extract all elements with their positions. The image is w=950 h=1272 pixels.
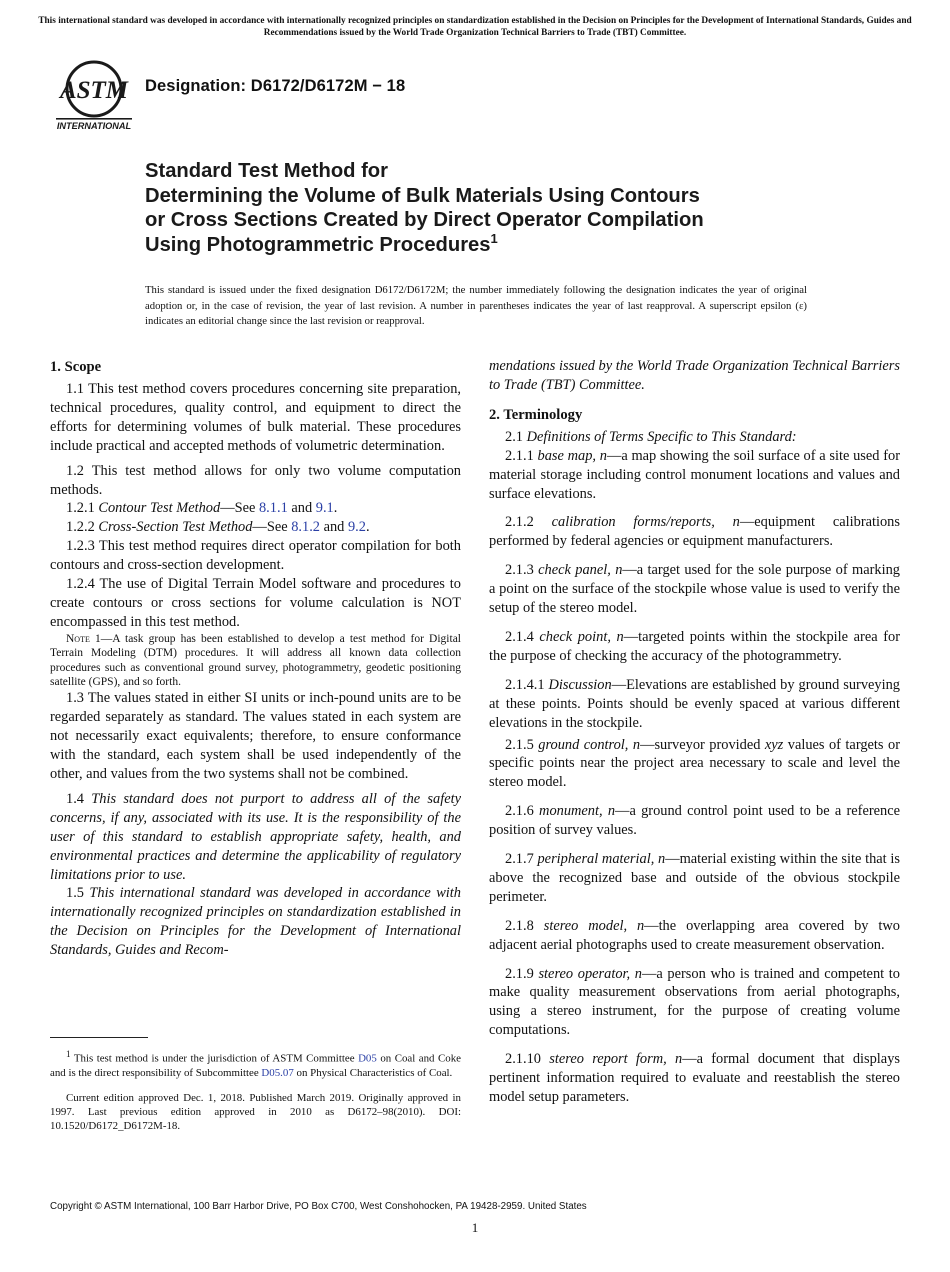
paragraph-1-4: 1.4 This standard does not purport to address all of the safety concerns, if any, associated with its use. It is the responsibility of the user of this standard to establish appropriate safety, health, and environmental practices and determine the applicability of regulatory limitations prior to use. [50, 790, 461, 883]
paragraph-1-2: 1.2 This test method allows for only two volume computation methods. [50, 462, 461, 498]
ref-link[interactable]: 9.1 [315, 500, 334, 517]
title-line-1: Standard Test Method for [145, 160, 388, 182]
page-number: 1 [471, 1220, 479, 1235]
logo-subtext: INTERNATIONAL [56, 121, 132, 131]
title-line-2: Determining the Volume of Bulk Materials Using Contours [145, 184, 700, 207]
logo-text: ASTM [59, 77, 129, 104]
scope-heading: 1. Scope [50, 359, 102, 375]
footnote-1: $^1$ This test method is under the jurisdiction of ASTM Committee D05 on Coal and Coke and is the direct responsibility of Subcommittee D05.07 on Physical Characteristics of Coal. [50, 1049, 461, 1079]
astm-logo [52, 55, 136, 133]
paragraph-1-2-4: 1.2.4 The use of Digital Terrain Model software and procedures to create contours or cross sections for volume calculation is NOT encompassed in this test method. [50, 576, 461, 630]
title-footnote-mark: 1 [490, 230, 498, 246]
left-column [50, 357, 461, 960]
definition-2-1-6: 2.1.6 monument, n—a ground control point used to be a reference position of survey values. [489, 803, 900, 839]
definition-2-1-9: 2.1.9 stereo operator, n—a person who is trained and competent to make quality measurement observations from aerial photographs, using a stereo instrument, for the purpose of creating volume computations. [489, 965, 900, 1039]
ref-link[interactable]: 8.1.2 [291, 519, 320, 536]
definition-2-1-10: 2.1.10 stereo report form, n—a formal document that displays pertinent information required to evaluate and reestablish the stereo model setup parameters. [489, 1051, 900, 1105]
definition-2-1-1: 2.1.1 base map, n—a map showing the soil surface of a site used for material storage including control monument locations and values and surface elevations. [489, 447, 900, 502]
paragraph-1-5-continued: mendations issued by the World Trade Organization Technical Barriers to Trade (TBT) Committee. [489, 358, 900, 393]
paragraph-2-1: 2.1 Definitions of Terms Specific to This Standard: [505, 428, 797, 445]
committee-link[interactable]: D05 [358, 1052, 377, 1065]
terminology-heading: 2. Terminology [489, 406, 583, 423]
definition-2-1-2: 2.1.2 calibration forms/reports, n—equipment calibrations performed by federal agencies or equipment manufacturers. [489, 514, 900, 550]
paragraph-1-2-2: 1.2.2 Cross-Section Test Method—See 8.1.2 and 9.2. [66, 519, 370, 536]
note-1: Note 1—A task group has been established to develop a test method for Digital Terrain Modeling (DTM) procedures. It will address all known data collection procedures such as conventional ground survey, photogrammetry, geodetic positioning satellite (GPS), and so forth. [50, 632, 461, 688]
paragraph-1-2-1: 1.2.1 Contour Test Method—See 8.1.1 and 9.1. [66, 500, 338, 517]
definition-2-1-3: 2.1.3 check panel, n—a target used for the sole purpose of marking a point on the surface of the stockpile whose value is used to verify the setup of the stereo model. [489, 562, 900, 617]
title-line-4: Using Photogrammetric Procedures$^1$ [145, 230, 498, 256]
ref-link[interactable]: 9.2 [347, 519, 366, 536]
footnote-rule [50, 1037, 148, 1038]
definition-2-1-5: 2.1.5 ground control, n—surveyor provided xyz values of targets or specific points near the project area necessary to scale and level the stereo model. [489, 736, 900, 791]
subcommittee-link[interactable]: D05.07 [261, 1066, 294, 1079]
title-line-3: or Cross Sections Created by Direct Operator Compilation [145, 209, 704, 231]
definition-2-1-8: 2.1.8 stereo model, n—the overlapping area covered by two adjacent aerial photographs used to create measurement observation. [489, 917, 900, 953]
tbt-banner: This international standard was developed in accordance with internationally recognized principles on standardization established in the Decision on Principles for the Development of International Standards, Guides and Recommendations issued by the World Trade Organization Technical Barriers to Trade (TBT) Committee. [38, 16, 912, 38]
paragraph-1-3: 1.3 The values stated in either SI units or inch-pound units are to be regarded separately as standard. The values stated in each system are not necessarily exact equivalents; therefore, to ensure conformance with the standard, each system shall be used independently of the other, and values from the two systems shall not be combined. [50, 690, 461, 783]
paragraph-1-2-3: 1.2.3 This test method requires direct operator compilation for both contours and cross-section development. [50, 538, 461, 574]
paragraph-1-5: 1.5 This international standard was developed in accordance with internationally recognized principles on standardization established in the Decision on Principles for the Development of International Standards, Guides and Recom- [50, 885, 461, 959]
copyright: Copyright © ASTM International, 100 Barr Harbor Drive, PO Box C700, West Conshohocken, PA 19428-2959. United States [50, 1201, 587, 1212]
footnote-approval: Current edition approved Dec. 1, 2018. Published March 2019. Originally approved in 1997. Last previous edition approved in 2010 as D6172–98(2010). DOI: 10.1520/D6172_D6172M-18. [50, 1092, 461, 1132]
definition-2-1-4: 2.1.4 check point, n—targeted points within the stockpile area for the purpose of checking the accuracy of the photogrammetry. [489, 628, 900, 664]
ref-link[interactable]: 8.1.1 [258, 500, 288, 517]
designation: Designation: D6172/D6172M − 18 [145, 77, 406, 95]
document-title [145, 159, 845, 257]
definitions-list [489, 447, 900, 1107]
right-column [489, 357, 900, 1107]
paragraph-1-1: 1.1 This test method covers procedures concerning site preparation, technical procedures, quality control, and equipment to direct the efforts for determining volumes of bulk material. These procedures include practical and accepted methods of volumetric determination. [50, 381, 461, 454]
definition-2-1-4-1: 2.1.4.1 Discussion—Elevations are established by ground surveying at these points. Points should be evenly spaced at various different elevations in the stockpile. [489, 676, 900, 731]
definition-2-1-7: 2.1.7 peripheral material, n—material existing within the site that is above the recognized base and outside of the obvious stockpile perimeter. [489, 851, 900, 905]
issued-statement: This standard is issued under the fixed designation D6172/D6172M; the number immediately following the designation indicates the year of original adoption or, in the case of revision, the year of last revision. A number in parentheses indicates the year of last reapproval. A superscript epsilon (ε) indicates an editorial change since the last revision or reapproval. [145, 284, 807, 327]
